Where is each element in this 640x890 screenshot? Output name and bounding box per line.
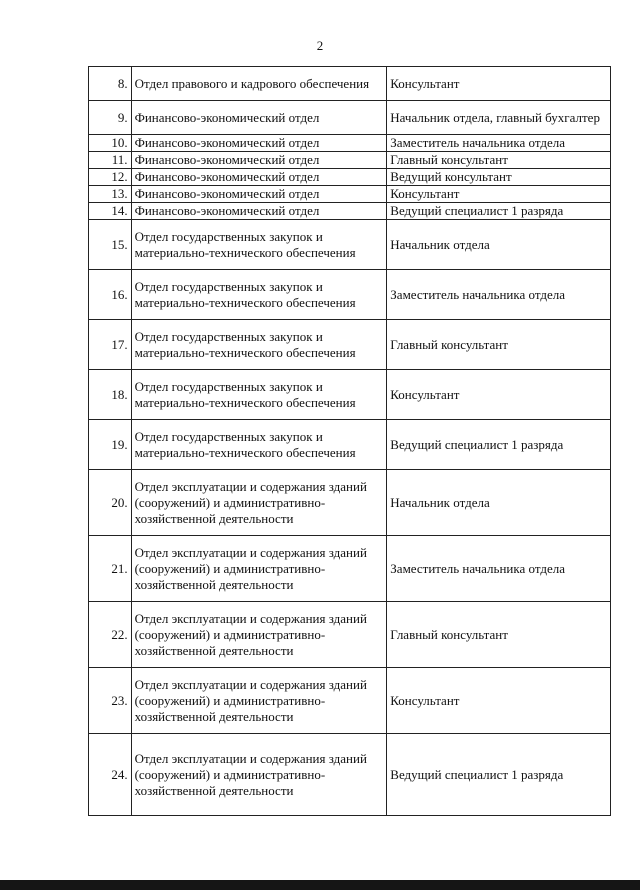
row-number-cell: 22. [89,602,132,668]
table-row [89,320,611,370]
position-cell: Начальник отдела [387,220,611,270]
department-cell: Отдел государственных закупок и материально-технического обеспечения [131,370,387,420]
position-cell: Консультант [387,370,611,420]
department-cell: Финансово-экономический отдел [131,203,387,220]
row-number-cell: 19. [89,420,132,470]
department-cell: Финансово-экономический отдел [131,186,387,203]
row-number-cell: 14. [89,203,132,220]
row-number-cell: 8. [89,67,132,101]
department-cell: Отдел эксплуатации и содержания зданий (сооружений) и административно-хозяйственной деятельности [131,536,387,602]
department-cell: Отдел эксплуатации и содержания зданий (сооружений) и административно-хозяйственной деятельности [131,602,387,668]
table-row [89,169,611,186]
table-row [89,203,611,220]
scan-edge-band [0,880,640,890]
positions-table [88,66,611,816]
table-row [89,734,611,816]
table-row [89,420,611,470]
page-number: 2 [316,38,324,53]
row-number-cell: 13. [89,186,132,203]
department-cell: Отдел эксплуатации и содержания зданий (сооружений) и административно-хозяйственной деятельности [131,668,387,734]
table-row [89,270,611,320]
department-cell: Отдел эксплуатации и содержания зданий (сооружений) и административно-хозяйственной деятельности [131,470,387,536]
position-cell: Главный консультант [387,152,611,169]
table-row [89,135,611,152]
row-number-cell: 9. [89,101,132,135]
position-cell: Главный консультант [387,602,611,668]
row-number-cell: 15. [89,220,132,270]
table-row [89,470,611,536]
position-cell: Консультант [387,668,611,734]
row-number-cell: 20. [89,470,132,536]
department-cell: Отдел эксплуатации и содержания зданий (сооружений) и административно-хозяйственной деятельности [131,734,387,816]
table-row [89,602,611,668]
row-number-cell: 24. [89,734,132,816]
table-row [89,536,611,602]
table-row [89,668,611,734]
table-row [89,67,611,101]
department-cell: Отдел государственных закупок и материально-технического обеспечения [131,220,387,270]
table-row [89,220,611,270]
position-cell: Ведущий специалист 1 разряда [387,203,611,220]
table-row [89,152,611,169]
department-cell: Финансово-экономический отдел [131,135,387,152]
department-cell: Отдел государственных закупок и материально-технического обеспечения [131,420,387,470]
position-cell: Консультант [387,67,611,101]
position-cell: Ведущий консультант [387,169,611,186]
table-row [89,186,611,203]
position-cell: Начальник отдела, главный бухгалтер [387,101,611,135]
position-cell: Ведущий специалист 1 разряда [387,420,611,470]
row-number-cell: 18. [89,370,132,420]
row-number-cell: 17. [89,320,132,370]
position-cell: Ведущий специалист 1 разряда [387,734,611,816]
department-cell: Отдел государственных закупок и материально-технического обеспечения [131,270,387,320]
department-cell: Финансово-экономический отдел [131,101,387,135]
position-cell: Главный консультант [387,320,611,370]
row-number-cell: 23. [89,668,132,734]
department-cell: Финансово-экономический отдел [131,169,387,186]
positions-table-body [89,67,611,816]
department-cell: Отдел правового и кадрового обеспечения [131,67,387,101]
position-cell: Заместитель начальника отдела [387,135,611,152]
row-number-cell: 21. [89,536,132,602]
row-number-cell: 16. [89,270,132,320]
row-number-cell: 12. [89,169,132,186]
row-number-cell: 10. [89,135,132,152]
position-cell: Заместитель начальника отдела [387,536,611,602]
row-number-cell: 11. [89,152,132,169]
position-cell: Начальник отдела [387,470,611,536]
department-cell: Финансово-экономический отдел [131,152,387,169]
table-row [89,101,611,135]
department-cell: Отдел государственных закупок и материально-технического обеспечения [131,320,387,370]
position-cell: Консультант [387,186,611,203]
table-row [89,370,611,420]
position-cell: Заместитель начальника отдела [387,270,611,320]
